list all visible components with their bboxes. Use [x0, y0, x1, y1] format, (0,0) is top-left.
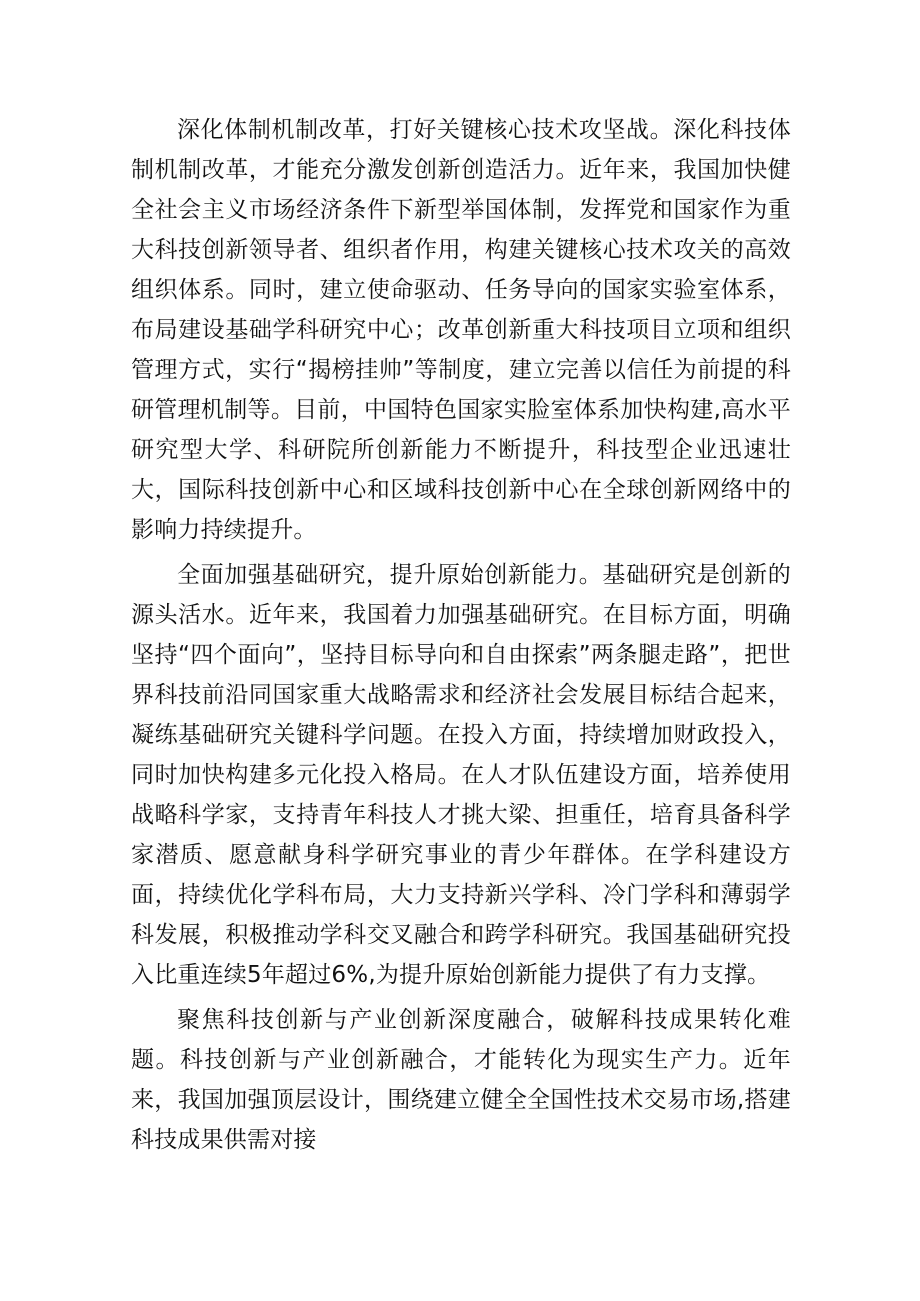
paragraph-industry-integration: 聚焦科技创新与产业创新深度融合，破解科技成果转化难题。科技创新与产业创新融合，才能转化为现实生产力。近年来，我国加强顶层设计，围绕建立健全全国性技术交易市场,搭建科技成果供需对接	[131, 1007, 791, 1153]
document-body	[131, 110, 791, 1160]
paragraph-institutional-reform: 深化体制机制改革，打好关键核心技术攻坚战。深化科技体制机制改革，才能充分激发创新创造活力。近年来，我国加快健全社会主义市场经济条件下新型举国体制，发挥党和国家作为重大科技创新领导者、组织者作用，构建关键核心技术攻关的高效组织体系。同时，建立使命驱动、任务导向的国家实验室体系，布局建设基础学科研究中心；改革创新重大科技项目立项和组织管理方式，实行“揭榜挂帅”等制度，建立完善以信任为前提的科研管理机制等。目前，中国特色国家实脸室体系加快构建,高水平研究型大学、科研院所创新能力不断提升，科技型企业迅速壮大，国际科技创新中心和区域科技创新中心在全球创新网络中的影响力持续提升。	[131, 117, 791, 543]
paragraph-basic-research: 全面加强基础研究，提升原始创新能力。基础研究是创新的源头活水。近年来，我国着力加强基础研究。在目标方面，明确坚持“四个面向”，坚持目标导向和自由探索”两条腿走路”，把世界科技前沿同国家重大战略需求和经济社会发展目标结合起来，凝练基础研究关键科学问题。在投入方面，持续增加财政投入，同时加快构建多元化投入格局。在人才队伍建设方面，培养使用战略科学家，支持青年科技人才挑大梁、担重任，培育具备科学家潜质、愿意献身科学研究事业的青少年群体。在学科建设方面，持续优化学科布局，大力支持新兴学科、冷门学科和薄弱学科发展，积极推动学科交叉融合和跨学科研究。我国基础研究投入比重连续5年超过6%,为提升原始创新能力提供了有力支撑。	[131, 562, 791, 988]
